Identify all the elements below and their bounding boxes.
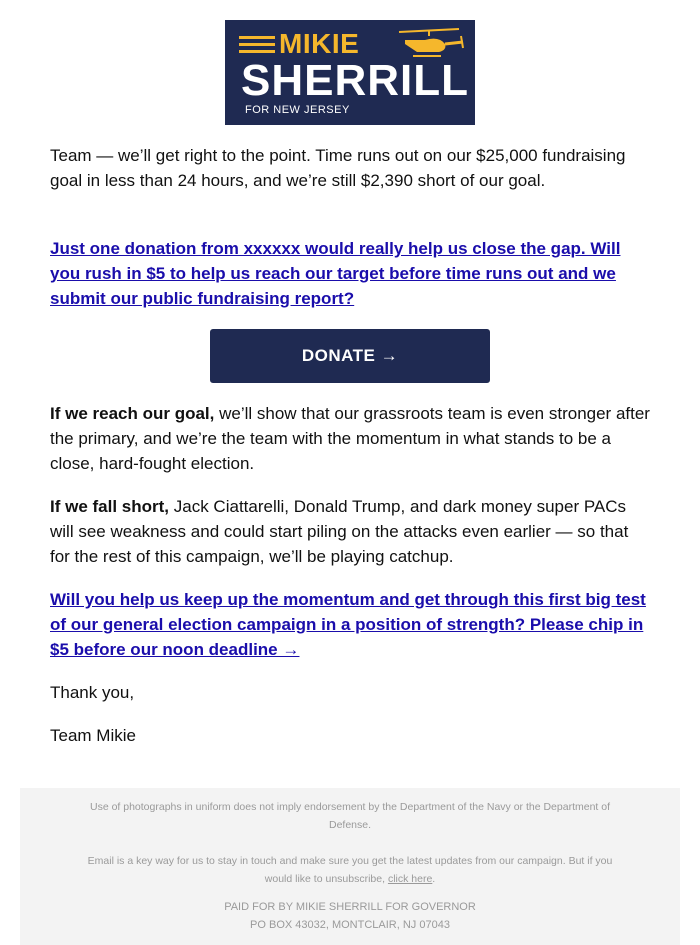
thank-you-text: Thank you, bbox=[50, 683, 135, 702]
fall-short-paragraph bbox=[50, 494, 650, 569]
momentum-ask-link[interactable]: Will you help us keep up the momentum and get through this first big test of our general election campaign in a position of strength? Please chip in $5 before our noon deadline → bbox=[50, 590, 646, 659]
logo-tagline: FOR NEW JERSEY bbox=[245, 104, 350, 116]
email-footer bbox=[20, 788, 680, 945]
reach-goal-text: we’ll show that our grassroots team is even stronger after the primary, and we’re the team with the momentum in what stands to be a close, hard-fought election. bbox=[50, 404, 650, 473]
fall-short-text: Jack Ciattarelli, Donald Trump, and dark money super PACs will see weakness and could start piling on the attacks even earlier — so that for the rest of this campaign, we’ll be playing catchup. bbox=[50, 497, 629, 566]
donation-ask-link[interactable]: Just one donation from xxxxxx would really help us close the gap. Will you rush in $5 to help us reach our target before time runs out and we submit our public fundraising report? bbox=[50, 239, 621, 308]
unsubscribe-link[interactable]: click here bbox=[387, 873, 433, 885]
mailing-address: PO BOX 43032, MONTCLAIR, NJ 07043 bbox=[250, 919, 450, 931]
logo-stripe bbox=[239, 50, 275, 53]
donation-ask-paragraph bbox=[50, 236, 650, 311]
signature: Team Mikie bbox=[50, 726, 136, 745]
paid-for-line: PAID FOR BY MIKIE SHERRILL FOR GOVERNOR bbox=[224, 901, 476, 913]
unsubscribe-period: . bbox=[432, 873, 436, 885]
unsubscribe-text: Email is a key way for us to stay in touch and make sure you get the latest updates from our campaign. But if you would like to unsubscribe, bbox=[87, 855, 613, 885]
reach-goal-lead: If we reach our goal, bbox=[50, 404, 215, 423]
unsubscribe-notice bbox=[80, 852, 620, 888]
intro-paragraph: Team — we’ll get right to the point. Time runs out on our $25,000 fundraising goal in less than 24 hours, and we’re still $2,390 short of our goal. bbox=[50, 146, 626, 190]
logo-first-name: MIKIE bbox=[279, 28, 360, 59]
logo-last-name: SHERRILL bbox=[241, 56, 469, 105]
momentum-ask-paragraph bbox=[50, 587, 650, 662]
logo-stripe bbox=[239, 43, 275, 46]
fall-short-lead: If we fall short, bbox=[50, 497, 170, 516]
reach-goal-paragraph bbox=[50, 401, 650, 476]
logo-stripe bbox=[239, 36, 275, 39]
campaign-logo bbox=[225, 20, 475, 125]
navy-disclaimer: Use of photographs in uniform does not imply endorsement by the Department of the Navy or the Department of Defense. bbox=[89, 801, 611, 831]
donate-button[interactable]: DONATE → bbox=[210, 329, 490, 383]
